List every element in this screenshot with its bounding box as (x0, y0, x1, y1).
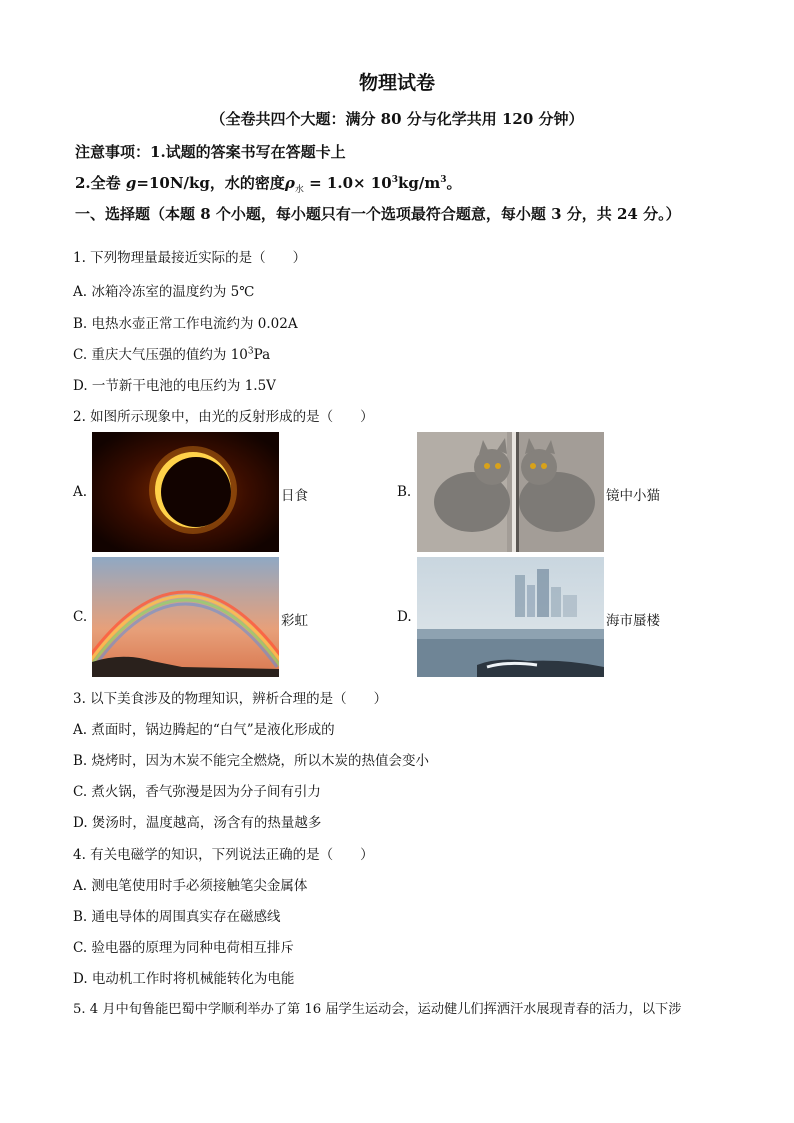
q5-stem: 5. 4 月中旬鲁能巴蜀中学顺利举办了第 16 届学生运动会，运动健儿们挥洒汗水展现青春的活力，以下涉 (73, 1002, 682, 1017)
rho-subscript: 水 (294, 185, 304, 195)
q3-option-c: C. 煮火锅，香气弥漫是因为分子间有引力 (73, 784, 321, 800)
q3-option-a: A. 煮面时，锅边腾起的“白气”是液化形成的 (73, 722, 335, 738)
q2-option-d-letter: D. (397, 609, 412, 625)
q2-option-b-label: 镜中小猫 (606, 488, 660, 504)
q4-stem: 4. 有关电磁学的知识，下列说法正确的是（ ） (73, 847, 374, 863)
q1-option-c-text: C. 重庆大气压强的值约为 10 (73, 347, 248, 363)
q4-option-b: B. 通电导体的周围真实存在磁感线 (73, 909, 281, 925)
q2-option-a-letter: A. (73, 484, 88, 500)
q3-stem: 3. 以下美食涉及的物理知识，辨析合理的是（ ） (73, 691, 388, 707)
q2-option-c-label: 彩虹 (281, 613, 308, 629)
page-subtitle: （全卷共四个大题：满分 80 分与化学共用 120 分钟） (210, 110, 584, 128)
rainbow-image (92, 557, 279, 677)
notes-mid: =10N/kg，水的密度 (136, 174, 285, 192)
q1-option-d: D. 一节新干电池的电压约为 1.5V (73, 378, 276, 394)
q3-option-b: B. 烧烤时，因为木炭不能完全燃烧，所以木炭的热值会变小 (73, 753, 430, 769)
q4-option-a: A. 测电笔使用时手必须接触笔尖金属体 (73, 878, 308, 894)
notes-exponent-2: 3 (440, 175, 447, 185)
q2-option-c-letter: C. (73, 609, 88, 625)
q2-option-b-letter: B. (397, 484, 412, 500)
cat-mirror-image (417, 432, 604, 552)
q4-option-d: D. 电动机工作时将机械能转化为电能 (73, 971, 295, 987)
notes-end: 。 (446, 174, 462, 192)
q2-option-a-label: 日食 (281, 488, 308, 504)
notes-line-2 (75, 172, 461, 195)
notes-unit: kg/m (397, 174, 441, 192)
mirage-image (417, 557, 604, 677)
g-symbol: g (125, 174, 137, 192)
q1-stem: 1. 下列物理量最接近实际的是（ ） (73, 250, 307, 266)
q1-option-b: B. 电热水壶正常工作电流约为 0.02A (73, 316, 298, 332)
q2-stem: 2. 如图所示现象中，由光的反射形成的是（ ） (73, 409, 374, 425)
q4-option-c: C. 验电器的原理为同种电荷相互排斥 (73, 940, 294, 956)
q1-option-a: A. 冰箱冷冻室的温度约为 5℃ (73, 284, 255, 300)
section-heading: 一、选择题（本题 8 个小题，每小题只有一个选项最符合题意，每小题 3 分，共 24 分。） (75, 205, 681, 223)
notes-equation: = 1.0× 10 (303, 174, 392, 192)
notes-prefix: 2.全卷 (75, 174, 126, 192)
page-title: 物理试卷 (358, 72, 435, 94)
q1-option-c (73, 343, 270, 363)
q3-option-d: D. 煲汤时，温度越高，汤含有的热量越多 (73, 815, 322, 831)
q1-option-c-exponent: 3 (247, 346, 254, 357)
notes-line-1: 注意事项：1.试题的答案书写在答题卡上 (75, 143, 346, 161)
q1-option-c-unit: Pa (253, 347, 271, 363)
solar-eclipse-image (92, 432, 279, 552)
notes-exponent-1: 3 (391, 175, 398, 185)
q2-option-d-label: 海市蜃楼 (606, 613, 660, 629)
rho-symbol: ρ (284, 174, 295, 192)
